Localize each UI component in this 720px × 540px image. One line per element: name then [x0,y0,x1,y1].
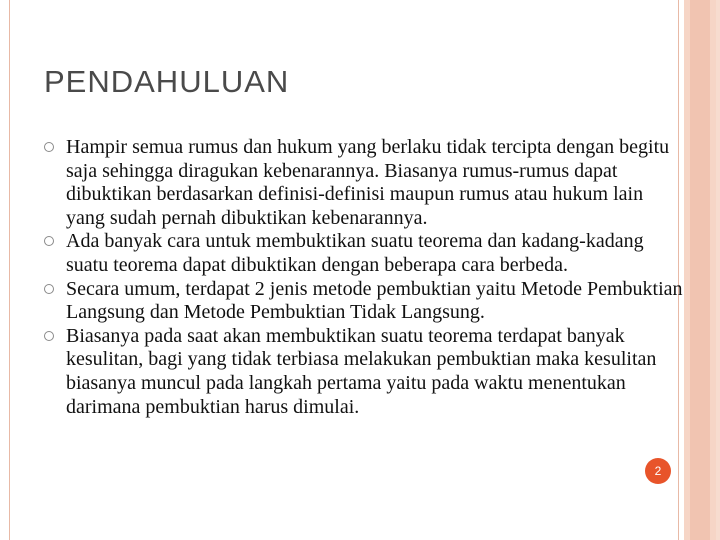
decorative-side-band-inner [690,0,710,540]
list-item [44,278,684,325]
page-number-badge: 2 [645,458,671,484]
page-title: PENDAHULUAN [44,64,290,99]
list-item [44,325,684,419]
hollow-circle-icon [44,331,54,341]
bullet-list [44,136,684,419]
list-item [44,136,684,230]
bullet-text: Ada banyak cara untuk membuktikan suatu teorema dan kadang-kadang suatu teorema dapat dibuktikan dengan beberapa cara berbeda. [66,230,644,276]
decorative-side-edge [716,0,720,540]
bullet-text: Hampir semua rumus dan hukum yang berlaku tidak tercipta dengan begitu saja sehingga diragukan kebenarannya. Biasanya rumus-rumus dapat dibuktikan berdasarkan definisi-definisi maupun rumus atau hukum lain yang sudah pernah dibuktikan kebenarannya. [66,136,670,229]
hollow-circle-icon [44,284,54,294]
hollow-circle-icon [44,142,54,152]
bullet-text: Secara umum, terdapat 2 jenis metode pembuktian yaitu Metode Pembuktian Langsung dan Metode Pembuktian Tidak Langsung. [66,277,683,324]
list-item [44,230,684,277]
bullet-text: Biasanya pada saat akan membuktikan suatu teorema terdapat banyak kesulitan, bagi yang tidak terbiasa melakukan pembuktian maka kesulitan biasanya muncul pada langkah pertama yaitu pada waktu menentukan darimana pembuktian harus dimulai. [66,324,657,418]
hollow-circle-icon [44,236,54,246]
